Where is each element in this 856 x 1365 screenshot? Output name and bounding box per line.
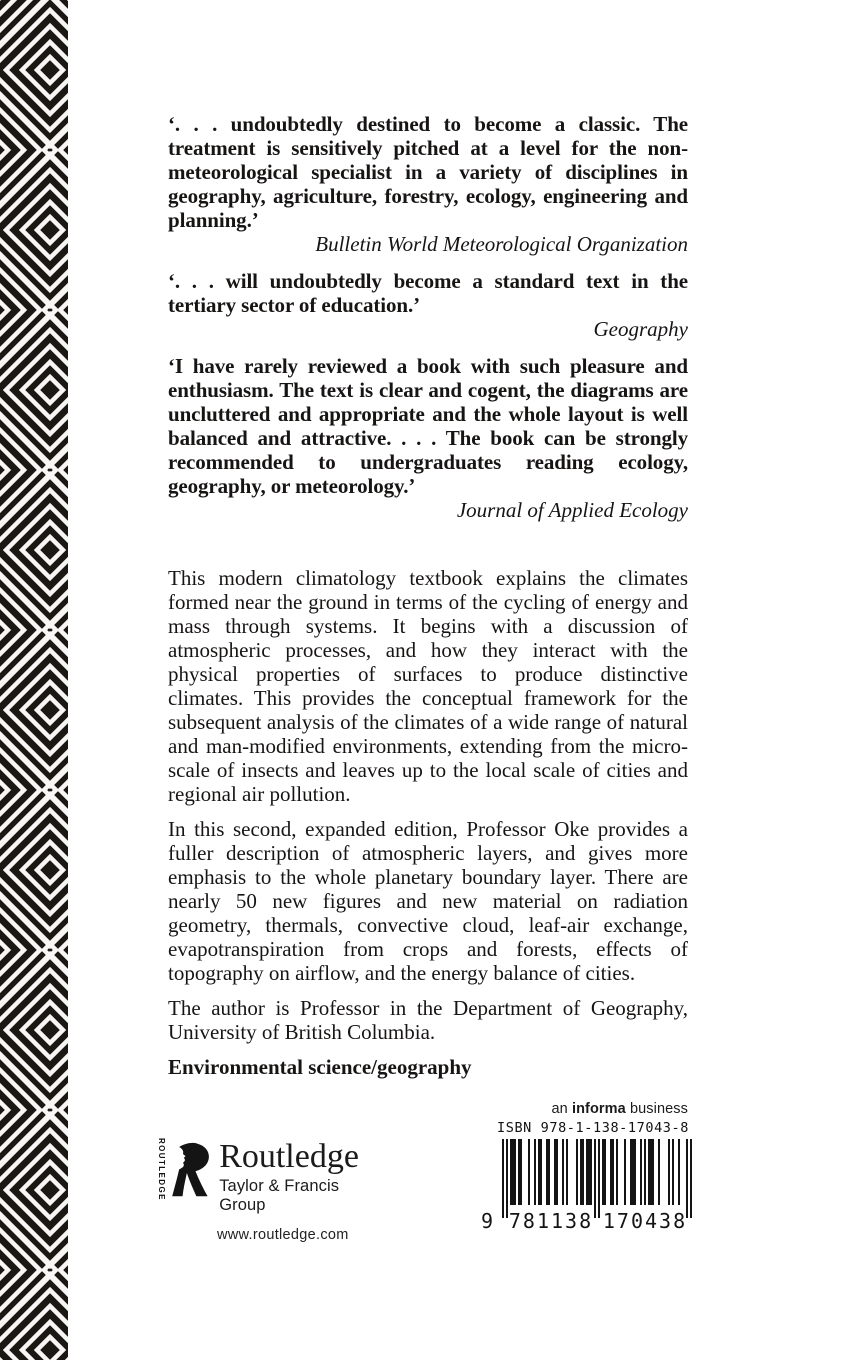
review-source-1: Bulletin World Meteorological Organization bbox=[315, 232, 688, 256]
routledge-logo-row bbox=[157, 1138, 387, 1215]
svg-text:781138: 781138 bbox=[508, 1209, 594, 1233]
review-source-2: Geography bbox=[593, 317, 688, 341]
routledge-wordmark bbox=[219, 1138, 387, 1215]
description-paragraph-2: In this second, expanded edition, Professor Oke provides a fuller description of atmospheric layers, and gives more emphasis to the whole planetary boundary layer. There are nearly 50 new figures and new material on radiation geometry, thermals, convective cloud, leaf-air exchange, evapotranspiration from crops and forests, effects of topography on airflow, and the energy balance of cities. bbox=[168, 817, 688, 985]
isbn-barcode-block bbox=[478, 1120, 694, 1235]
publisher-name: Routledge bbox=[219, 1138, 359, 1175]
diamond-lattice-icon bbox=[0, 0, 68, 1360]
review-quotes bbox=[168, 112, 688, 522]
ean13-barcode-icon bbox=[478, 1139, 694, 1235]
routledge-logo bbox=[157, 1138, 387, 1243]
review-quote-3: ‘I have rarely reviewed a book with such pleasure and enthusiasm. The text is clear and cogent, the diagrams are uncluttered and appropriate and the whole layout is well balanced and attractive. . . . The book can be strongly recommended to undergraduates reading ecology, geography, or meteorology.’ bbox=[168, 354, 688, 498]
review-source-3: Journal of Applied Ecology bbox=[456, 498, 688, 522]
review-quote-1: ‘. . . undoubtedly destined to become a classic. The treatment is sensitively pitched at a level for the non-meteorological specialist in a variety of disciplines in geography, agriculture, forestry, ecology, engineering and planning.’ bbox=[168, 112, 688, 232]
informa-tagline bbox=[551, 1101, 688, 1117]
review-quote-2: ‘. . . will undoubtedly become a standard text in the tertiary sector of education.’ bbox=[168, 269, 688, 317]
back-cover-text-column bbox=[168, 112, 688, 1090]
book-description bbox=[168, 566, 688, 1079]
routledge-r-mark-icon bbox=[167, 1138, 210, 1201]
website-url: www.routledge.com bbox=[217, 1227, 349, 1243]
tagline-prefix: an bbox=[551, 1101, 568, 1117]
tagline-suffix: business bbox=[629, 1101, 688, 1117]
category-label: Environmental science/geography bbox=[168, 1055, 472, 1079]
spine-diamond-pattern bbox=[0, 0, 68, 1360]
tagline-brand: informa bbox=[571, 1101, 626, 1117]
svg-text:9: 9 bbox=[480, 1209, 496, 1233]
svg-text:170438: 170438 bbox=[602, 1209, 688, 1233]
routledge-vertical-text: ROUTLEDGE bbox=[157, 1138, 166, 1201]
description-paragraph-1: This modern climatology textbook explains the climates formed near the ground in terms of the cycling of energy and mass through systems. It begins with a discussion of atmospheric processes, and how they interact with the physical properties of surfaces to produce distinctive climates. This provides the conceptual framework for the subsequent analysis of the climates of a wide range of natural and man-modified environments, extending from the micro-scale of insects and leaves up to the local scale of cities and regional air pollution. bbox=[168, 566, 688, 806]
taylor-francis-group: Taylor & Francis Group bbox=[219, 1177, 340, 1214]
description-paragraph-3: The author is Professor in the Department of Geography, University of British Columbia. bbox=[168, 996, 688, 1044]
isbn-label: ISBN 978-1-138-17043-8 bbox=[496, 1120, 689, 1136]
